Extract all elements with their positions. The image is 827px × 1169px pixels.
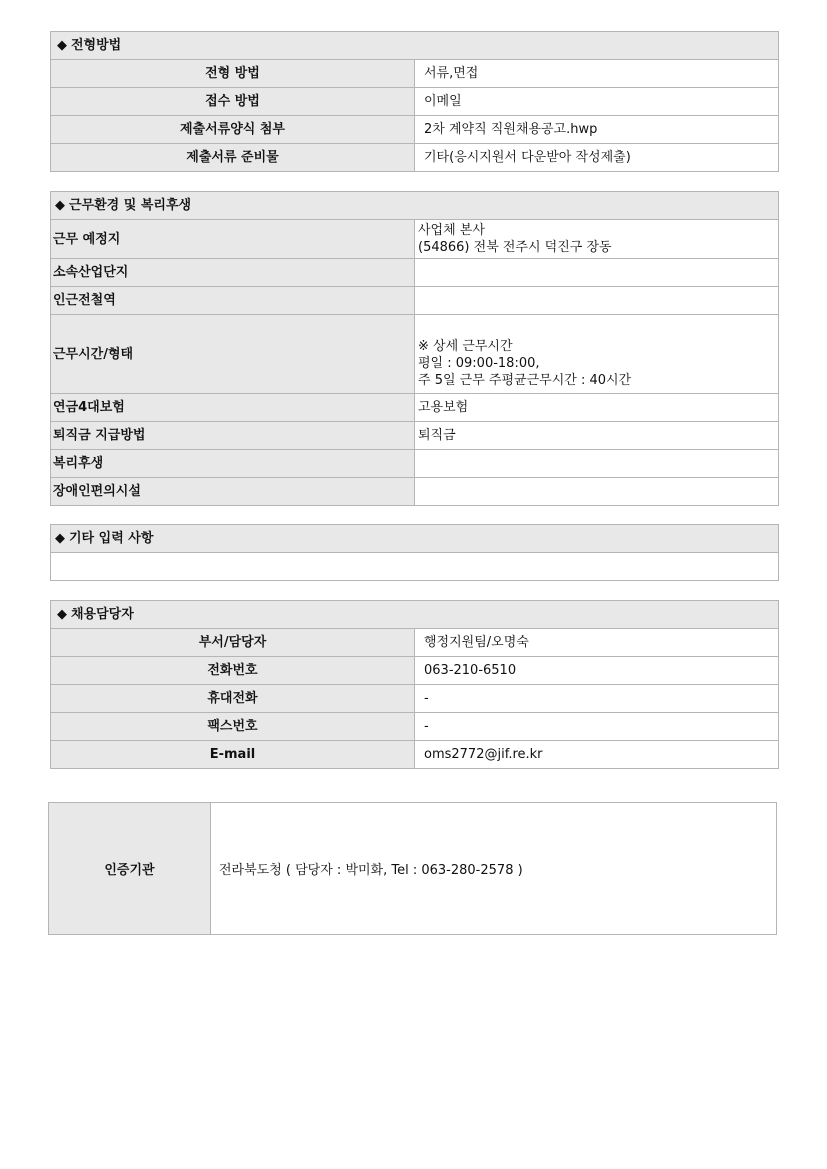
row-value: 이메일	[415, 88, 779, 116]
row-label: 소속산업단지	[51, 259, 415, 287]
section-title: 전형방법	[71, 38, 122, 53]
row-label: 근무시간/형태	[51, 315, 415, 394]
certification-value: 전라북도청 ( 담당자 : 박미화, Tel : 063-280-2578 )	[211, 803, 777, 935]
other-info-table	[50, 524, 779, 581]
row-label: 부서/담당자	[51, 629, 415, 657]
row-label: 인근전철역	[51, 287, 415, 315]
table-row	[51, 315, 779, 394]
table-row	[51, 741, 779, 769]
section-header-contact	[51, 601, 779, 629]
row-label: 팩스번호	[51, 713, 415, 741]
row-value	[415, 287, 779, 315]
diamond-icon: ◆	[57, 38, 67, 53]
row-label: 휴대전화	[51, 685, 415, 713]
certification-label: 인증기관	[49, 803, 211, 935]
work-environment-table	[50, 191, 779, 506]
diamond-icon: ◆	[57, 607, 67, 622]
row-label: 근무 예정지	[51, 220, 415, 259]
row-value: 행정지원팀/오명숙	[415, 629, 779, 657]
table-row	[51, 220, 779, 259]
table-row	[51, 88, 779, 116]
table-row	[51, 394, 779, 422]
email-link[interactable]: oms2772@jif.re.kr	[415, 741, 779, 769]
hiring-contact-table	[50, 600, 779, 769]
section-header-work-env	[51, 192, 779, 220]
row-label: E-mail	[51, 741, 415, 769]
hours-line: 주 5일 근무 주평균근무시간 : 40시간	[418, 372, 632, 388]
table-row	[51, 116, 779, 144]
row-label: 전화번호	[51, 657, 415, 685]
diamond-icon: ◆	[55, 198, 65, 213]
row-value: 고용보험	[415, 394, 779, 422]
selection-method-table	[50, 31, 779, 172]
row-label: 퇴직금 지급방법	[51, 422, 415, 450]
row-value: -	[415, 713, 779, 741]
table-row	[51, 629, 779, 657]
section-title: 기타 입력 사항	[69, 531, 154, 546]
section-title: 근무환경 및 복리후생	[69, 198, 192, 213]
table-row	[51, 259, 779, 287]
attachment-link[interactable]: 2차 계약직 직원채용공고.hwp	[415, 116, 779, 144]
table-row	[51, 422, 779, 450]
certification-table	[48, 802, 777, 935]
row-value: 퇴직금	[415, 422, 779, 450]
section-header-other	[51, 525, 779, 553]
row-label: 전형 방법	[51, 60, 415, 88]
row-value	[415, 259, 779, 287]
table-row	[49, 803, 777, 935]
row-value	[415, 450, 779, 478]
table-row	[51, 553, 779, 581]
row-value: 063-210-6510	[415, 657, 779, 685]
other-value	[51, 553, 779, 581]
table-row	[51, 450, 779, 478]
row-label: 연금4대보험	[51, 394, 415, 422]
row-label: 복리후생	[51, 450, 415, 478]
table-row	[51, 287, 779, 315]
row-value	[415, 315, 779, 394]
location-line: (54866) 전북 전주시 덕진구 장동	[418, 240, 612, 255]
row-value	[415, 478, 779, 506]
row-label: 접수 방법	[51, 88, 415, 116]
row-label: 제출서류양식 첨부	[51, 116, 415, 144]
row-value	[415, 220, 779, 259]
row-value: -	[415, 685, 779, 713]
section-title: 채용담당자	[71, 607, 134, 622]
row-value: 서류,면접	[415, 60, 779, 88]
table-row	[51, 60, 779, 88]
table-row	[51, 657, 779, 685]
row-value: 기타(응시지원서 다운받아 작성제출)	[415, 144, 779, 172]
table-row	[51, 685, 779, 713]
row-label: 제출서류 준비물	[51, 144, 415, 172]
diamond-icon: ◆	[55, 531, 65, 546]
table-row	[51, 478, 779, 506]
row-label: 장애인편의시설	[51, 478, 415, 506]
table-row	[51, 713, 779, 741]
section-header-selection	[51, 32, 779, 60]
hours-line: 평일 : 09:00-18:00,	[418, 355, 540, 371]
hours-line: ※ 상세 근무시간	[418, 338, 513, 354]
location-line: 사업체 본사	[418, 223, 485, 238]
table-row	[51, 144, 779, 172]
